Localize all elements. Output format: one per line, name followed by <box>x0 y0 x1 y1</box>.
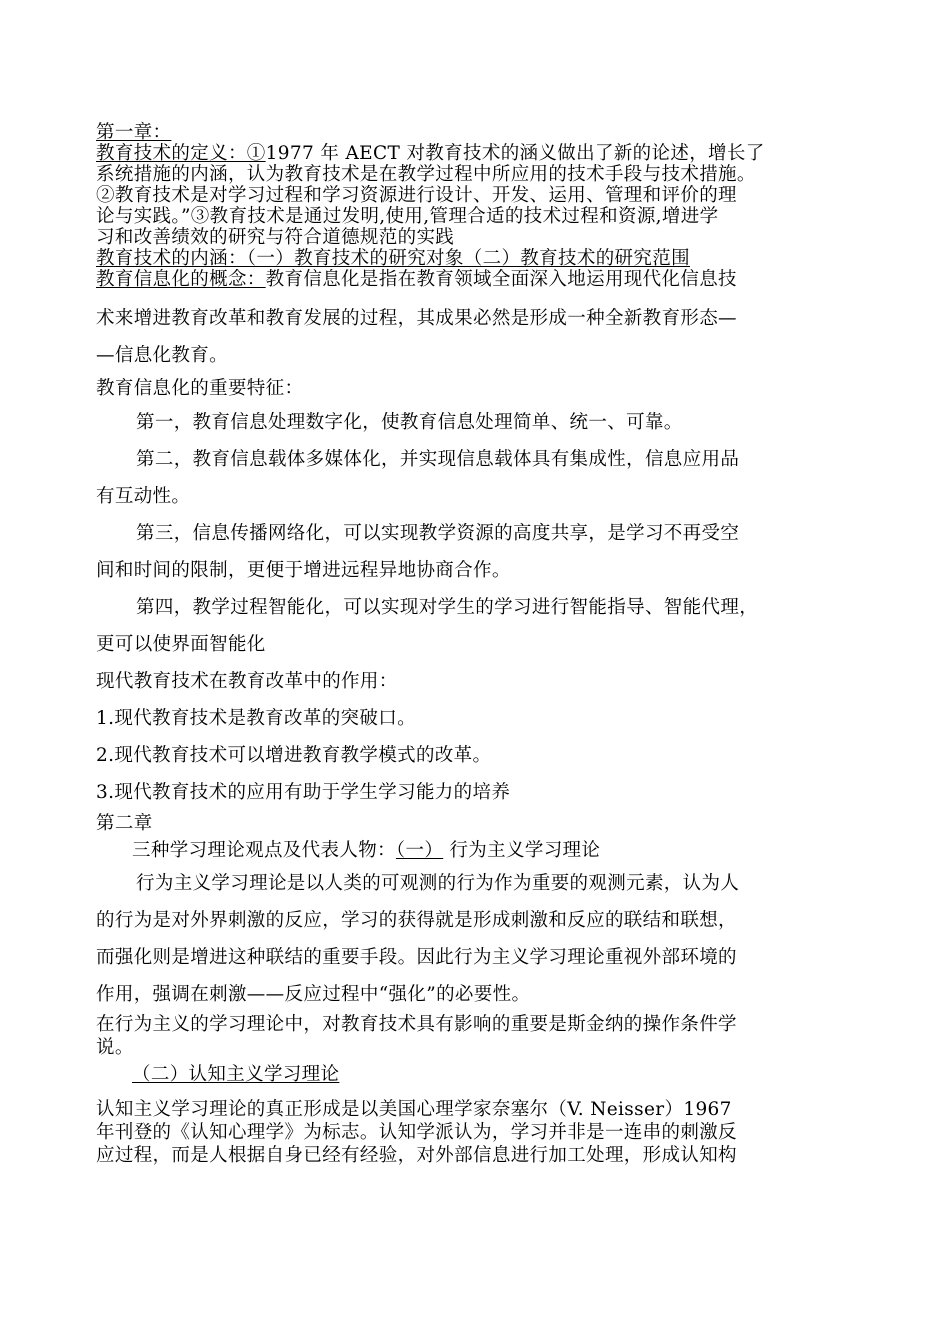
chapter-2-title: 第二章 <box>96 813 153 834</box>
role-item-1: 1.现代教育技术是教育改革的突破口。 <box>96 708 416 729</box>
definition-line-3: ②教育技术是对学习过程和学习资源进行设计、开发、运用、管理和评价的理 <box>96 185 737 206</box>
cognitivism-line-3: 应过程，而是人根据自身已经有经验，对外部信息进行加工处理，形成认知构 <box>96 1145 737 1166</box>
behaviorism-line-2: 的行为是对外界刺激的反应，学习的获得就是形成刺激和反应的联结和联想， <box>96 910 737 931</box>
connotation-heading: 教育技术的内涵：（一）教育技术的研究对象（二）教育技术的研究范围 <box>96 248 690 269</box>
info-concept-line-1 <box>96 269 836 300</box>
definition-label: 教育技术的定义：① <box>96 143 266 164</box>
theories-numeral: （一） <box>395 840 444 861</box>
feature-2-line-1: 第二，教育信息载体多媒体化，并实现信息载体具有集成性，信息应用品 <box>136 449 740 470</box>
behaviorism-line-4: 作用，强调在刺激——反应过程中“强化”的必要性。 <box>96 984 531 1005</box>
cognitivism-line-2: 年刊登的《认知心理学》为标志。认知学派认为，学习并非是一连串的刺激反 <box>96 1122 737 1143</box>
info-concept-label: 教育信息化的概念： <box>96 269 266 290</box>
feature-4-line-1: 第四，教学过程智能化，可以实现对学生的学习进行智能指导、智能代理， <box>136 597 759 618</box>
skinner-line-1: 在行为主义的学习理论中，对教育技术具有影响的重要是斯金纳的操作条件学 <box>96 1014 737 1035</box>
role-item-3: 3.现代教育技术的应用有助于学生学习能力的培养 <box>96 782 511 803</box>
feature-4-line-2: 更可以使界面智能化 <box>96 634 266 655</box>
behaviorism-line-3: 而强化则是增进这种联结的重要手段。因此行为主义学习理论重视外部环境的 <box>96 947 737 968</box>
feature-1: 第一，教育信息处理数字化，使教育信息处理简单、统一、可靠。 <box>136 412 683 433</box>
definition-line-5: 习和改善绩效的研究与符合道德规范的实践 <box>96 227 455 248</box>
theories-prefix: 三种学习理论观点及代表人物： <box>132 840 396 861</box>
chapter-1-title: 第一章： <box>96 122 172 143</box>
role-heading: 现代教育技术在教育改革中的作用： <box>96 671 398 692</box>
definition-line-4: 论与实践。”③教育技术是通过发明,使用,管理合适的技术过程和资源,增进学 <box>96 206 719 227</box>
info-concept-line-2: 术来增进教育改革和教育发展的过程，其成果必然是形成一种全新教育形态— <box>96 308 737 329</box>
info-concept-line-3: —信息化教育。 <box>96 345 228 366</box>
behaviorism-line-1: 行为主义学习理论是以人类的可观测的行为作为重要的观测元素，认为人 <box>136 873 740 894</box>
cognitivism-line-1: 认知主义学习理论的真正形成是以美国心理学家奈塞尔（V. Neisser）1967 <box>96 1099 732 1120</box>
theories-heading <box>96 837 836 865</box>
definition-line-1 <box>96 143 836 164</box>
skinner-line-2: 说。 <box>96 1037 134 1058</box>
feature-3-line-1: 第三，信息传播网络化，可以实现教学资源的高度共享，是学习不再受空 <box>136 523 740 544</box>
definition-line-1-text: 1977 年 AECT 对教育技术的涵义做出了新的论述，增长了 <box>265 143 765 164</box>
definition-line-2: 系统措施的内涵，认为教育技术是在教学过程中所应用的技术手段与技术措施。 <box>96 164 756 185</box>
cognitivism-heading: （二）认知主义学习理论 <box>132 1064 340 1085</box>
theories-behaviorism: 行为主义学习理论 <box>443 840 601 861</box>
feature-2-line-2: 有互动性。 <box>96 486 191 507</box>
features-heading: 教育信息化的重要特征： <box>96 378 304 399</box>
info-concept-text: 教育信息化是指在教育领域全面深入地运用现代化信息技 <box>265 269 737 290</box>
role-item-2: 2.现代教育技术可以增进教育教学模式的改革。 <box>96 745 492 766</box>
document-page <box>96 122 836 1167</box>
feature-3-line-2: 间和时间的限制，更便于增进远程异地协商合作。 <box>96 560 511 581</box>
